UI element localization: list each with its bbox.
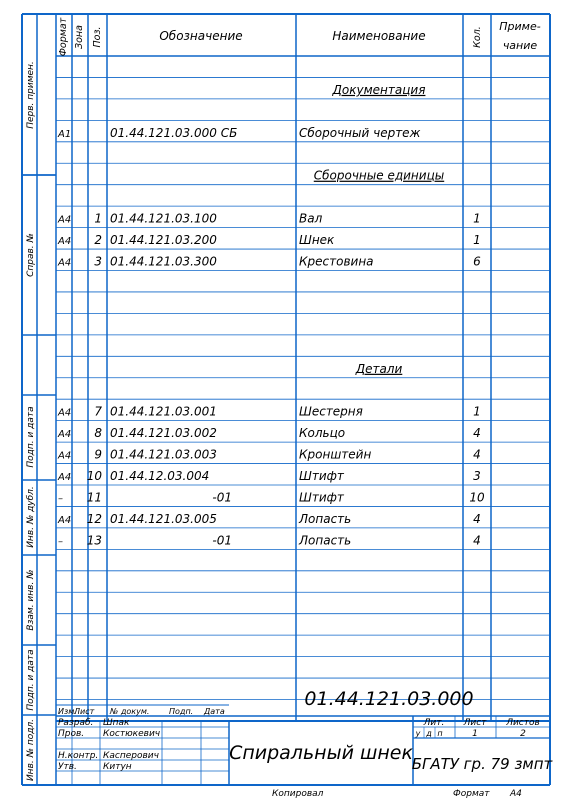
row-format: А4 [58,236,72,248]
row-designation: 01.44.121.03.200 [110,233,217,248]
row-designation: 01.44.12.03.004 [110,469,210,483]
row-quantity: 4 [473,533,481,548]
side-label-vzam-inv: Взам. инв. № [26,569,36,631]
row-designation: 01.44.121.03.002 [110,426,217,441]
col-pos-header: Поз. [92,26,103,48]
row-name: Сборочный чертеж [299,125,421,140]
row-position: 8 [94,426,102,441]
row-designation: 01.44.121.03.000 СБ [110,125,238,140]
row-position: 13 [86,533,102,548]
row-name: Вал [299,211,323,226]
row-designation: 01.44.121.03.003 [110,447,217,462]
row-position: 2 [94,233,102,248]
tb-organization: БГАТУ гр. 79 змпт [411,755,553,773]
col-designation-header: Обозначение [159,29,243,43]
tb-listov-label: Листов [506,718,540,728]
tb-person: Касперович [103,751,159,761]
row-designation: -01 [212,533,232,548]
tb-listov-value: 2 [520,729,526,739]
row-designation: 01.44.121.03.001 [110,404,217,419]
footer-format-label: Формат [453,789,490,799]
row-quantity: 1 [473,404,481,419]
row-quantity: 1 [473,211,481,226]
tb-lit-label: Лит. [423,718,445,728]
section-title: Сборочные единицы [313,168,445,183]
row-position: 9 [94,447,102,462]
row-quantity: 3 [473,469,481,483]
footer-format-value: А4 [510,789,522,799]
row-position: 10 [86,469,102,483]
tb-person: Китун [103,762,132,772]
row-position: 12 [86,511,102,526]
row-designation: 01.44.121.03.100 [110,211,217,226]
row-quantity: 4 [473,511,481,526]
row-quantity: 4 [473,426,481,441]
row-quantity: 6 [473,254,481,269]
row-position: 11 [86,490,102,505]
row-format: – [58,536,63,548]
section-title: Документация [332,82,426,97]
row-format: А4 [58,214,72,226]
row-designation: 01.44.121.03.005 [110,511,217,526]
row-position: 1 [94,211,102,226]
tb-lit-u: у [415,729,421,738]
row-name: Шнек [299,233,335,248]
tb-list-label: Лист [463,718,487,728]
tb-col-list: Лист [74,707,95,716]
col-format-header: Формат [58,17,69,57]
row-name: Штифт [299,490,344,505]
tb-lit-d: д [426,729,432,738]
row-quantity: 1 [473,233,481,248]
tb-person: Шпак [103,718,130,728]
footer-copied: Копировал [272,789,324,799]
row-name: Крестовина [299,254,374,269]
tb-col-dokum: № докум. [110,707,150,716]
tb-lit-p: п [437,729,443,738]
col-note-header: чание [502,39,538,52]
row-name: Кольцо [299,426,346,441]
tb-role: Пров. [58,729,85,739]
row-format: А4 [58,407,72,419]
side-label-inv-podl: Инв. № подл. [26,718,36,782]
side-label-perv-primen: Перв. примен. [26,61,36,129]
row-designation: 01.44.121.03.300 [110,254,217,269]
row-position: 7 [94,404,102,419]
tb-col-podp: Подп. [169,707,194,716]
row-format: – [58,493,63,505]
tb-role: Разраб. [58,718,94,728]
row-quantity: 4 [473,447,481,462]
frame-lines [22,14,550,785]
row-name: Лопасть [299,511,352,526]
col-note-header: Приме- [499,20,541,33]
row-format: А4 [58,429,72,441]
section-title: Детали [355,361,403,376]
col-name-header: Наименование [332,29,426,43]
sheet-text [26,17,554,799]
row-format: А4 [58,450,72,462]
row-format: А4 [58,514,72,526]
row-designation: -01 [212,490,232,505]
row-quantity: 10 [469,490,485,505]
side-label-podp-data: Подп. и дата [26,406,36,468]
tb-list-value: 1 [472,729,478,739]
tb-col-data: Дата [204,707,225,716]
side-label-sprav-no: Справ. № [26,233,36,277]
row-name: Кронштейн [299,447,372,462]
row-name: Штифт [299,469,344,483]
tb-role: Н.контр. [58,751,99,761]
tb-role: Утв. [58,762,77,772]
col-zone-header: Зона [74,25,85,49]
row-name: Шестерня [299,404,363,419]
row-format: А4 [58,257,72,269]
row-name: Лопасть [299,533,352,548]
document-code: 01.44.121.03.000 [304,688,474,710]
row-position: 3 [94,254,102,269]
row-format: А4 [58,472,72,483]
side-label-podp-data: Подп. и дата [26,649,36,711]
document-title: Спиральный шнек [229,742,413,764]
side-label-inv-dubl: Инв. № дубл. [26,486,36,548]
tb-col-izm: Изм. [58,707,77,716]
row-format: А1 [58,128,72,140]
tb-person: Костюкевич [103,729,161,739]
col-qty-header: Кол. [472,26,483,48]
